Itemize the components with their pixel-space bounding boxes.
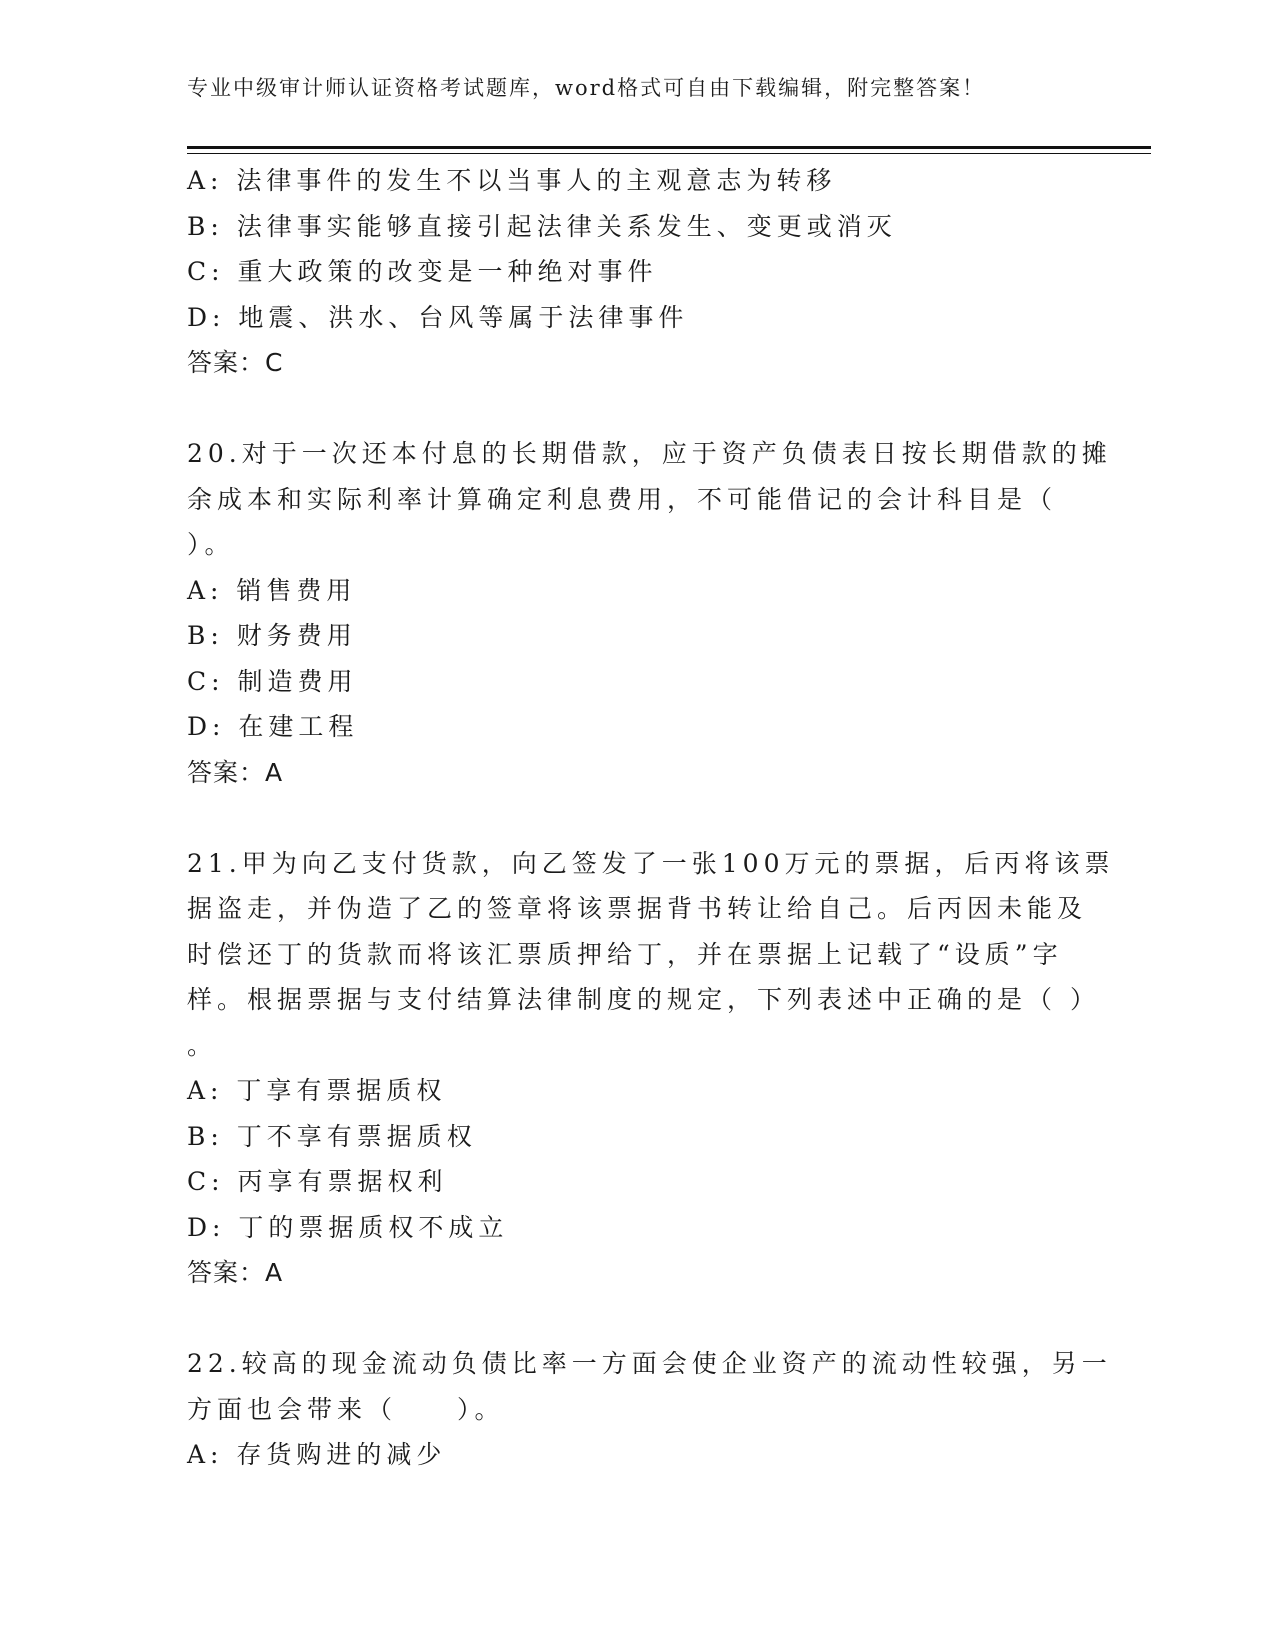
- spacer: [187, 1296, 1087, 1342]
- q20-answer: 答案：A: [187, 757, 284, 787]
- q19-option-b: B: 法律事实能够直接引起法律关系发生、变更或消灭: [187, 211, 897, 241]
- q22-option-a: A: 存货购进的减少: [187, 1440, 447, 1469]
- q20-stem-line: ）。: [187, 530, 235, 559]
- q20-option-d: D: 在建工程: [187, 712, 359, 741]
- q21-stem-line: 21.甲为向乙支付货款，向乙签发了一张100万元的票据，后丙将该票: [187, 848, 1115, 878]
- q21-option-c: C: 丙享有票据权利: [187, 1167, 448, 1196]
- q21-option-d: D: 丁的票据质权不成立: [187, 1212, 509, 1242]
- q21-stem-line: 时偿还丁的货款而将该汇票质押给丁，并在票据上记载了“设质”字: [187, 939, 1063, 969]
- header-rule-thin: [187, 153, 1151, 154]
- q20-option-c: C: 制造费用: [187, 666, 358, 696]
- q19-option-c: C: 重大政策的改变是一种绝对事件: [187, 257, 658, 286]
- q21-answer: 答案：A: [187, 1258, 284, 1287]
- q19-option-a: A: 法律事件的发生不以当事人的主观意志为转移: [187, 166, 837, 195]
- q20-option-b: B: 财务费用: [187, 621, 357, 650]
- q22-stem-line: 22.较高的现金流动负债比率一方面会使企业资产的流动性较强，另一: [187, 1349, 1112, 1378]
- q21-option-a: A: 丁享有票据质权: [187, 1076, 447, 1105]
- page-header: 专业中级审计师认证资格考试题库，word格式可自由下载编辑，附完整答案！: [187, 76, 986, 100]
- q22-stem-line: 方面也会带来（ ）。: [187, 1394, 505, 1424]
- q19-answer: 答案：C: [187, 348, 284, 377]
- q20-stem-line: 余成本和实际利率计算确定利息费用，不可能借记的会计科目是（: [187, 484, 1058, 514]
- q21-stem-line: 。: [187, 1030, 218, 1060]
- spacer: [187, 795, 1087, 841]
- header-rule: [187, 146, 1151, 149]
- spacer: [187, 386, 1087, 432]
- q20-stem-line: 20.对于一次还本付息的长期借款，应于资产负债表日按长期借款的摊: [187, 439, 1112, 468]
- q21-stem-line: 据盗走，并伪造了乙的签章将该票据背书转让给自己。后丙因未能及: [187, 894, 1088, 923]
- q20-option-a: A: 销售费用: [187, 575, 357, 605]
- q21-option-b: B: 丁不享有票据质权: [187, 1121, 477, 1151]
- q21-stem-line: 样。根据票据与支付结算法律制度的规定，下列表述中正确的是（ ）: [187, 985, 1100, 1014]
- question-content: [187, 158, 1115, 1478]
- q19-option-d: D: 地震、洪水、台风等属于法律事件: [187, 302, 689, 332]
